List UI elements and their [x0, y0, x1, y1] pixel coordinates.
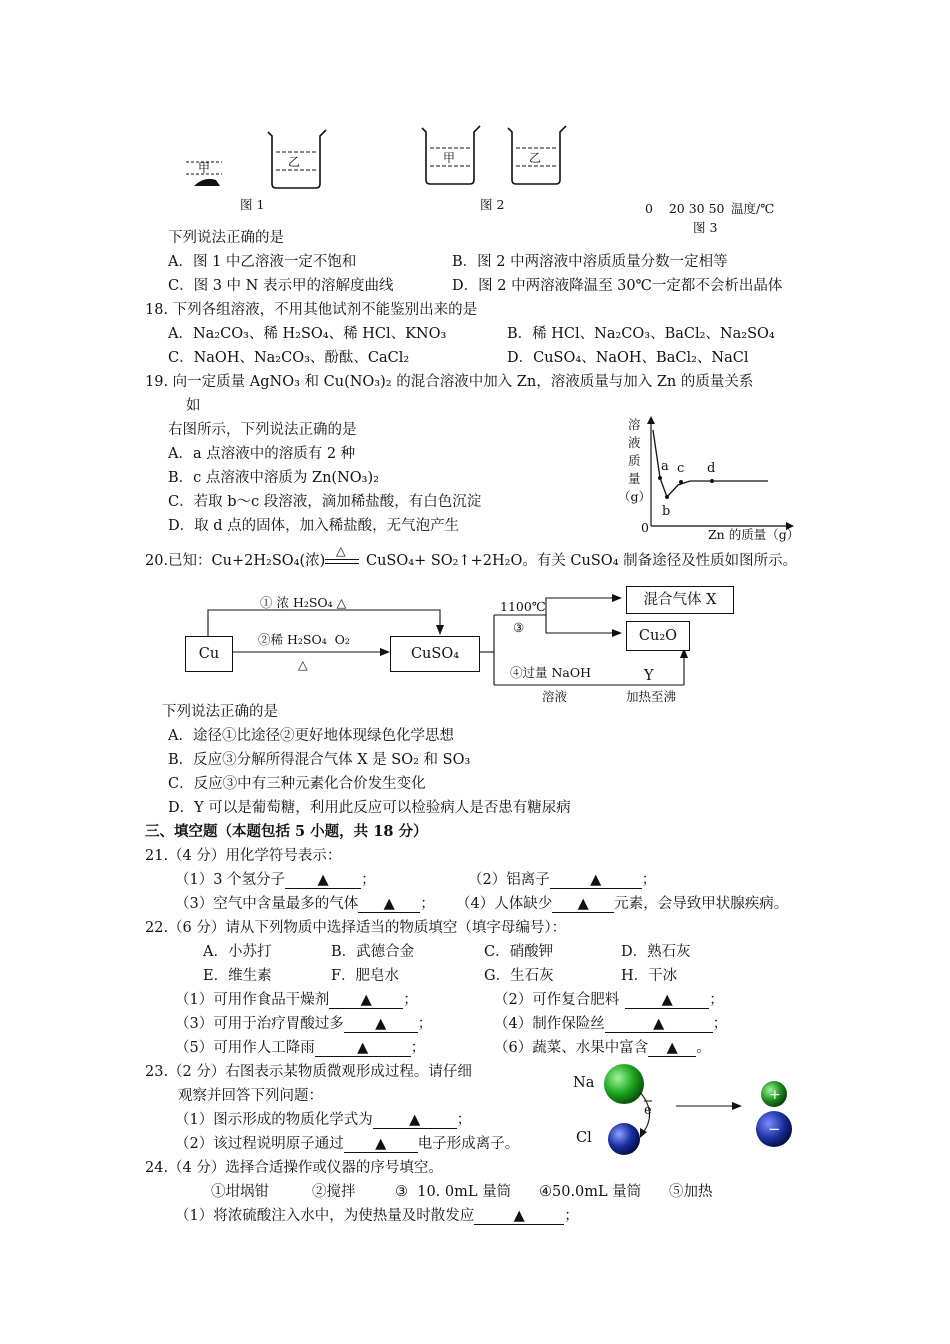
na-atom-icon — [604, 1064, 644, 1104]
q17-option-c: C．图 3 中 N 表示甲的溶解度曲线 — [168, 278, 394, 294]
q19-option-a: A．a 点溶液中的溶质有 2 种 — [168, 446, 356, 462]
q22-option-g: G．生石灰 — [484, 968, 554, 984]
q22-option-b: B．武德合金 — [331, 944, 415, 960]
q22-option-a: A．小苏打 — [203, 944, 272, 960]
q22-stem: 22.（6 分）请从下列物质中选择适当的物质填空（填字母编号）： — [145, 920, 567, 936]
q19-point-b-dot — [665, 495, 669, 499]
cl-ion-charge: − — [768, 1120, 781, 1138]
fig3-caption: 图 3 — [693, 220, 718, 235]
answer-marker: ▲ — [666, 1040, 678, 1056]
solid-pile — [194, 179, 220, 186]
flow-gas-x-label: 混合气体 X — [643, 592, 717, 608]
q20-option-d: D．Y 可以是葡萄糖，利用此反应可以检验病人是否患有糖尿病 — [168, 800, 571, 816]
q20-ask: 下列说法正确的是 — [162, 704, 278, 720]
q19-option-c: C．若取 b～c 段溶液，滴加稀盐酸，有白色沉淀 — [168, 494, 482, 510]
q21-p2-text: （2）铝离子 — [468, 872, 550, 888]
equal-sign-line2 — [325, 563, 359, 564]
q22-p3-text: （3）可用于治疗胃酸过多 — [175, 1016, 344, 1032]
answer-marker: ▲ — [360, 992, 372, 1008]
q20-stem-pre: 20.已知：Cu+2H₂SO₄(浓) — [145, 553, 326, 569]
q22-part4 — [494, 1015, 727, 1033]
q19-ylabel-4: 量 — [628, 471, 641, 486]
flow-route2: ②稀 H₂SO₄ O₂ — [258, 632, 350, 647]
q19-ylabel-3: 质 — [628, 453, 641, 468]
flow-cu-label: Cu — [198, 646, 220, 662]
q19-graph-axes — [640, 414, 800, 534]
q24-option-3: ③ 10. 0mL 量筒 — [395, 1184, 512, 1200]
q21-part3 — [175, 895, 435, 913]
q22-part1 — [175, 991, 418, 1009]
equal-sign-line1 — [325, 559, 359, 560]
answer-marker: ▲ — [661, 992, 673, 1008]
q24-p1-blank[interactable] — [474, 1209, 564, 1225]
q22-option-d: D．熟石灰 — [621, 944, 691, 960]
q19-point-c: c — [677, 461, 685, 476]
answer-marker: ▲ — [577, 896, 589, 912]
fig3-axis-label: 温度/℃ — [731, 201, 775, 216]
q22-p5-blank[interactable] — [315, 1041, 411, 1057]
q22-part3 — [175, 1015, 432, 1033]
q23-drawing — [596, 1056, 806, 1162]
fig3-axis-ticks: 0 20 30 50 — [645, 201, 725, 216]
q22-p6-text: （6）蔬菜、水果中富含 — [494, 1040, 649, 1056]
q21-p4-text: （4）人体缺少 — [456, 896, 553, 912]
flow-box-cuso4 — [390, 636, 480, 672]
q23-stem-line1: 23.（2 分）右图表示某物质微观形成过程。请仔细 — [145, 1064, 472, 1080]
flow-boil: 加热至沸 — [626, 689, 677, 704]
answer-marker: ▲ — [357, 1040, 369, 1056]
q19-point-d-dot — [710, 479, 714, 483]
q22-p3-semi: ； — [417, 1016, 433, 1032]
q19-ylabel-5: （g） — [618, 489, 652, 504]
heat-symbol: △ — [336, 543, 346, 558]
q22-p1-semi: ； — [403, 992, 418, 1008]
cl-atom-icon — [608, 1123, 640, 1155]
q18-option-c: C．NaOH、Na₂CO₃、酚酞、CaCl₂ — [168, 350, 410, 366]
q21-p4-blank[interactable] — [552, 897, 614, 913]
q24-part1 — [175, 1207, 579, 1225]
answer-marker: ▲ — [375, 1136, 387, 1152]
q19-point-a: a — [661, 459, 669, 474]
answer-marker: ▲ — [653, 1016, 665, 1032]
answer-marker: ▲ — [409, 1112, 421, 1128]
q21-part1 — [175, 871, 376, 889]
q20-option-a: A．途径①比途径②更好地体现绿色化学思想 — [168, 728, 454, 744]
q22-part5 — [175, 1039, 425, 1057]
q18-option-a: A．Na₂CO₃、稀 H₂SO₄、稀 HCl、KNO₃ — [168, 326, 447, 342]
flow-route4-sub: 溶液 — [542, 689, 568, 704]
q21-stem: 21.（4 分）用化学符号表示： — [145, 848, 342, 864]
q21-p3-blank[interactable] — [358, 897, 420, 913]
flow-route4: ④过量 NaOH — [510, 665, 592, 680]
q24-option-5: ⑤加热 — [669, 1184, 713, 1200]
section-3-title: 三、填空题（本题包括 5 小题，共 18 分） — [145, 823, 428, 840]
answer-marker: ▲ — [383, 896, 395, 912]
q22-option-e: E．维生素 — [203, 968, 272, 984]
flow-box-cu — [185, 636, 233, 672]
answer-marker: ▲ — [317, 872, 329, 888]
fig2-drawing — [418, 122, 578, 194]
q22-p4-semi: ； — [712, 1016, 728, 1032]
q23-part2 — [175, 1135, 519, 1153]
q22-p4-blank[interactable] — [605, 1017, 713, 1033]
q24-p1-text: （1）将浓硫酸注入水中，为使热量及时散发应 — [175, 1208, 475, 1224]
q23-p2-text: （2）该过程说明原子通过 — [175, 1136, 344, 1152]
flow-box-gas-x — [626, 586, 734, 614]
q21-p1-semi: ； — [361, 872, 376, 888]
q24-option-2: ②搅拌 — [312, 1184, 356, 1200]
q23-electron: e — [644, 1103, 652, 1118]
q23-p1-blank[interactable] — [373, 1113, 457, 1129]
q20-option-b: B．反应③分解所得混合气体 X 是 SO₂ 和 SO₃ — [168, 752, 471, 768]
q22-p2-blank[interactable] — [625, 993, 709, 1009]
flow-cu2o-label: Cu₂O — [638, 628, 678, 644]
q18-option-d: D．CuSO₄、NaOH、BaCl₂、NaCl — [507, 350, 749, 366]
q23-cl-label: Cl — [576, 1130, 592, 1146]
q23-p1-semi: ； — [456, 1112, 472, 1128]
q22-p6-period: 。 — [696, 1040, 711, 1056]
q23-part1 — [175, 1111, 471, 1129]
q21-part4 — [456, 895, 788, 913]
q22-p1-blank[interactable] — [329, 993, 403, 1009]
q17-option-a: A．图 1 中乙溶液一定不饱和 — [168, 254, 357, 270]
q23-p1-text: （1）图示形成的物质化学式为 — [175, 1112, 373, 1128]
q18-option-b: B．稀 HCl、Na₂CO₃、BaCl₂、Na₂SO₄ — [507, 326, 775, 342]
q19-point-b: b — [662, 504, 671, 519]
q22-p2-text: （2）可作复合肥料 — [494, 992, 620, 1008]
q20-stem-post: CuSO₄+ SO₂↑+2H₂O。有关 CuSO₄ 制备途径及性质如图所示。 — [366, 553, 798, 569]
q23-p2-post: 电子形成离子。 — [417, 1136, 520, 1152]
flow-box-cu2o — [626, 621, 690, 651]
q22-p2-semi: ； — [709, 992, 724, 1008]
q19-ylabel-2: 液 — [628, 435, 641, 450]
fig2-caption: 图 2 — [480, 197, 505, 212]
na-ion-charge: + — [769, 1087, 781, 1103]
q24-option-1: ①坩埚钳 — [211, 1184, 269, 1200]
answer-marker: ▲ — [375, 1016, 387, 1032]
flow-route1: ① 浓 H₂SO₄ △ — [260, 595, 347, 610]
q22-p4-text: （4）制作保险丝 — [494, 1016, 605, 1032]
q21-p1-text: （1）3 个氢分子 — [175, 872, 286, 888]
q19-stem-line1: 19. 向一定质量 AgNO₃ 和 Cu(NO₃)₂ 的混合溶液中加入 Zn，溶液质量与加入 Zn 的质量关系 — [145, 374, 754, 390]
flow-route3: ③ — [513, 620, 525, 635]
q22-p5-semi: ； — [410, 1040, 426, 1056]
q22-p3-blank[interactable] — [344, 1017, 418, 1033]
q22-option-h: H．干冰 — [621, 968, 678, 984]
answer-marker: ▲ — [590, 872, 602, 888]
q23-stem-line2: 观察并回答下列问题： — [178, 1088, 323, 1104]
flow-route2-heat: △ — [298, 657, 308, 672]
q19-point-c-dot — [679, 480, 683, 484]
fig2-beaker2-label: 乙 — [529, 151, 542, 165]
flow-temp: 1100℃ — [500, 599, 546, 614]
q21-part2 — [468, 871, 656, 889]
q21-p2-blank[interactable] — [550, 873, 642, 889]
q19-xlabel: Zn 的质量（g） — [708, 527, 800, 542]
q22-part2 — [494, 991, 724, 1009]
q19-stem-line2: 如 — [186, 398, 201, 414]
q21-p2-semi: ； — [641, 872, 657, 888]
q22-p1-text: （1）可用作食品干燥剂 — [175, 992, 330, 1008]
q22-p5-text: （5）可用作人工降雨 — [175, 1040, 315, 1056]
q24-stem: 24.（4 分）选择合适操作或仪器的序号填空。 — [145, 1160, 443, 1176]
q19-origin: 0 — [641, 520, 649, 535]
q19-stem-line3: 右图所示，下列说法正确的是 — [168, 422, 357, 438]
q19-point-a-dot — [658, 476, 662, 480]
q19-ylabel-1: 溶 — [628, 417, 641, 432]
q19-option-d: D．取 d 点的固体，加入稀盐酸，无气泡产生 — [168, 518, 460, 534]
q23-p2-blank[interactable] — [344, 1137, 418, 1153]
q17-stem: 下列说法正确的是 — [168, 230, 284, 246]
fig1-drawing — [180, 122, 340, 200]
fig1-caption: 图 1 — [240, 197, 265, 212]
q19-point-d: d — [707, 461, 716, 476]
q23-na-label: Na — [573, 1075, 595, 1091]
q21-p3-text: （3）空气中含量最多的气体 — [175, 896, 359, 912]
q17-option-d: D．图 2 中两溶液降温至 30℃一定都不会析出晶体 — [452, 278, 783, 294]
flow-y: Y — [644, 668, 654, 684]
flow-cuso4-label: CuSO₄ — [410, 646, 460, 662]
fig1-solid-label: 甲 — [198, 161, 211, 175]
q18-stem: 18. 下列各组溶液，不用其他试剂不能鉴别出来的是 — [145, 302, 478, 318]
q22-option-f: F．肥皂水 — [331, 968, 400, 984]
q24-option-4: ④50.0mL 量筒 — [539, 1184, 642, 1200]
q22-p6-blank[interactable] — [648, 1041, 696, 1057]
q21-p1-blank[interactable] — [285, 873, 361, 889]
q17-option-b: B．图 2 中两溶液中溶质质量分数一定相等 — [452, 254, 728, 270]
q21-p4-post: 元素，会导致甲状腺疾病。 — [614, 896, 789, 912]
answer-marker: ▲ — [513, 1208, 525, 1224]
q21-p3-semi: ； — [420, 896, 435, 912]
fig1-beaker-label: 乙 — [288, 155, 301, 169]
q19-option-b: B．c 点溶液中溶质为 Zn(NO₃)₂ — [168, 470, 379, 486]
q22-option-c: C．硝酸钾 — [484, 944, 554, 960]
q20-option-c: C．反应③中有三种元素化合价发生变化 — [168, 776, 426, 792]
fig2-beaker1-label: 甲 — [443, 151, 456, 165]
q22-part6 — [494, 1039, 711, 1057]
reaction-condition — [323, 543, 361, 570]
q24-p1-semi: ； — [564, 1208, 579, 1224]
